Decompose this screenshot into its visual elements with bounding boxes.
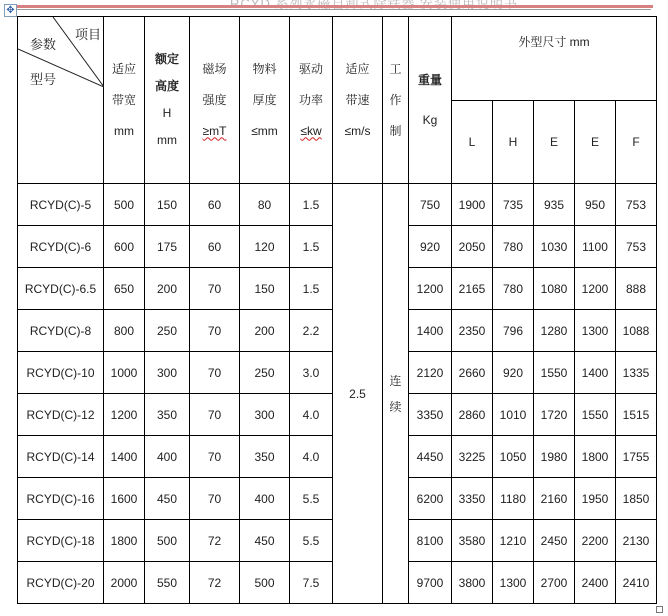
header-dim-E2: E bbox=[575, 101, 616, 184]
cell-field: 70 bbox=[190, 310, 240, 352]
cell-height: 175 bbox=[145, 226, 190, 268]
cell-belt: 1600 bbox=[104, 478, 145, 520]
cell-model: RCYD(C)-20 bbox=[18, 562, 104, 604]
cell-weight: 3350 bbox=[409, 394, 452, 436]
cell-dim-H: 780 bbox=[493, 268, 534, 310]
cell-dim-H: 1010 bbox=[493, 394, 534, 436]
cell-dim-E2: 1200 bbox=[575, 268, 616, 310]
cell-dim-E1: 1550 bbox=[534, 352, 575, 394]
cell-dim-E1: 1280 bbox=[534, 310, 575, 352]
cell-dim-L: 1900 bbox=[452, 184, 493, 226]
cell-dim-L: 3800 bbox=[452, 562, 493, 604]
cell-model: RCYD(C)-5 bbox=[18, 184, 104, 226]
cell-dim-L: 2860 bbox=[452, 394, 493, 436]
header-rule-red bbox=[17, 5, 653, 8]
cell-dim-E2: 1100 bbox=[575, 226, 616, 268]
cell-dim-F: 2130 bbox=[616, 520, 657, 562]
cell-thickness: 500 bbox=[240, 562, 290, 604]
corner-header-cell bbox=[18, 17, 104, 184]
cell-dim-F: 1755 bbox=[616, 436, 657, 478]
cell-belt-speed-merged: 2.5 bbox=[333, 184, 383, 604]
cell-thickness: 80 bbox=[240, 184, 290, 226]
header-dim-H: H bbox=[493, 101, 534, 184]
corner-label-model: 型号 bbox=[30, 72, 57, 87]
cell-dim-L: 2660 bbox=[452, 352, 493, 394]
cell-dim-L: 2050 bbox=[452, 226, 493, 268]
cell-dim-E2: 1300 bbox=[575, 310, 616, 352]
header-belt-speed: 适应 带速 ≤m/s bbox=[333, 17, 383, 184]
cell-model: RCYD(C)-16 bbox=[18, 478, 104, 520]
cell-field: 70 bbox=[190, 394, 240, 436]
cell-model: RCYD(C)-6.5 bbox=[18, 268, 104, 310]
spec-table bbox=[17, 16, 657, 604]
cell-height: 450 bbox=[145, 478, 190, 520]
cell-dim-F: 753 bbox=[616, 184, 657, 226]
cell-height: 150 bbox=[145, 184, 190, 226]
cell-weight: 8100 bbox=[409, 520, 452, 562]
cell-dim-E2: 2200 bbox=[575, 520, 616, 562]
cell-power: 1.5 bbox=[290, 184, 333, 226]
cell-belt: 500 bbox=[104, 184, 145, 226]
cell-weight: 920 bbox=[409, 226, 452, 268]
cell-weight: 4450 bbox=[409, 436, 452, 478]
cell-height: 550 bbox=[145, 562, 190, 604]
cell-height: 300 bbox=[145, 352, 190, 394]
cell-dim-E2: 1950 bbox=[575, 478, 616, 520]
cell-dim-E2: 2400 bbox=[575, 562, 616, 604]
cell-belt: 800 bbox=[104, 310, 145, 352]
cell-weight: 1400 bbox=[409, 310, 452, 352]
cell-weight: 6200 bbox=[409, 478, 452, 520]
cell-height: 200 bbox=[145, 268, 190, 310]
cell-belt: 1000 bbox=[104, 352, 145, 394]
cell-dim-H: 1210 bbox=[493, 520, 534, 562]
cell-dim-E1: 1720 bbox=[534, 394, 575, 436]
cell-dim-L: 3225 bbox=[452, 436, 493, 478]
cell-dim-H: 1300 bbox=[493, 562, 534, 604]
cell-field: 72 bbox=[190, 520, 240, 562]
cell-field: 60 bbox=[190, 226, 240, 268]
cell-dim-F: 1088 bbox=[616, 310, 657, 352]
cell-dim-E2: 1400 bbox=[575, 352, 616, 394]
corner-label-item: 项目 bbox=[75, 27, 102, 42]
cell-power: 7.5 bbox=[290, 562, 333, 604]
cell-power: 1.5 bbox=[290, 226, 333, 268]
cell-dim-E1: 2450 bbox=[534, 520, 575, 562]
header-dim-E1: E bbox=[534, 101, 575, 184]
cell-dim-H: 735 bbox=[493, 184, 534, 226]
cell-belt: 1200 bbox=[104, 394, 145, 436]
cell-dim-L: 3350 bbox=[452, 478, 493, 520]
cell-height: 400 bbox=[145, 436, 190, 478]
cell-dim-F: 888 bbox=[616, 268, 657, 310]
header-dim-L: L bbox=[452, 101, 493, 184]
cell-belt: 1400 bbox=[104, 436, 145, 478]
cell-model: RCYD(C)-12 bbox=[18, 394, 104, 436]
header-rated-height: 额定 高度 H mm bbox=[145, 17, 190, 184]
corner-label-param: 参数 bbox=[30, 37, 57, 52]
cell-thickness: 150 bbox=[240, 268, 290, 310]
header-drive-power: 驱动 功率 ≤kw bbox=[290, 17, 333, 184]
table-row bbox=[18, 184, 657, 226]
cell-dim-H: 1050 bbox=[493, 436, 534, 478]
cell-model: RCYD(C)-14 bbox=[18, 436, 104, 478]
cell-dim-E1: 1080 bbox=[534, 268, 575, 310]
cell-dim-F: 2410 bbox=[616, 562, 657, 604]
cell-belt: 1800 bbox=[104, 520, 145, 562]
cell-dim-H: 920 bbox=[493, 352, 534, 394]
cell-power: 4.0 bbox=[290, 436, 333, 478]
cell-belt: 2000 bbox=[104, 562, 145, 604]
cell-dim-H: 780 bbox=[493, 226, 534, 268]
cell-weight: 9700 bbox=[409, 562, 452, 604]
cell-thickness: 120 bbox=[240, 226, 290, 268]
cell-dim-E1: 1980 bbox=[534, 436, 575, 478]
cell-height: 500 bbox=[145, 520, 190, 562]
cell-dim-E1: 2700 bbox=[534, 562, 575, 604]
cell-dim-F: 1850 bbox=[616, 478, 657, 520]
cell-height: 250 bbox=[145, 310, 190, 352]
cell-thickness: 200 bbox=[240, 310, 290, 352]
cell-dim-E1: 935 bbox=[534, 184, 575, 226]
cell-dim-E2: 1800 bbox=[575, 436, 616, 478]
cell-power: 1.5 bbox=[290, 268, 333, 310]
cell-dim-H: 796 bbox=[493, 310, 534, 352]
cell-field: 72 bbox=[190, 562, 240, 604]
header-dimensions-group: 外型尺寸 mm bbox=[452, 17, 657, 101]
cell-model: RCYD(C)-18 bbox=[18, 520, 104, 562]
cell-thickness: 300 bbox=[240, 394, 290, 436]
cell-weight: 750 bbox=[409, 184, 452, 226]
cell-dim-L: 2165 bbox=[452, 268, 493, 310]
cell-weight: 2120 bbox=[409, 352, 452, 394]
cell-model: RCYD(C)-8 bbox=[18, 310, 104, 352]
header-duty: 工 作 制 bbox=[383, 17, 409, 184]
cell-field: 70 bbox=[190, 436, 240, 478]
cell-thickness: 350 bbox=[240, 436, 290, 478]
cell-dim-F: 1515 bbox=[616, 394, 657, 436]
cell-power: 4.0 bbox=[290, 394, 333, 436]
cell-weight: 1200 bbox=[409, 268, 452, 310]
cell-thickness: 400 bbox=[240, 478, 290, 520]
cell-power: 3.0 bbox=[290, 352, 333, 394]
cell-belt: 600 bbox=[104, 226, 145, 268]
cell-power: 5.5 bbox=[290, 478, 333, 520]
table-resize-handle-icon[interactable] bbox=[656, 606, 663, 613]
cell-model: RCYD(C)-10 bbox=[18, 352, 104, 394]
cell-field: 70 bbox=[190, 478, 240, 520]
cell-dim-H: 1180 bbox=[493, 478, 534, 520]
header-dim-F: F bbox=[616, 101, 657, 184]
header-material-thickness: 物料 厚度 ≤mm bbox=[240, 17, 290, 184]
cell-belt: 650 bbox=[104, 268, 145, 310]
cell-dim-E1: 1030 bbox=[534, 226, 575, 268]
cell-dim-E1: 2160 bbox=[534, 478, 575, 520]
cell-field: 70 bbox=[190, 352, 240, 394]
cell-field: 60 bbox=[190, 184, 240, 226]
cell-field: 70 bbox=[190, 268, 240, 310]
cell-dim-E2: 1550 bbox=[575, 394, 616, 436]
header-weight: 重量 Kg bbox=[409, 17, 452, 184]
cell-thickness: 250 bbox=[240, 352, 290, 394]
cell-dim-F: 1335 bbox=[616, 352, 657, 394]
cell-height: 350 bbox=[145, 394, 190, 436]
cell-dim-L: 3580 bbox=[452, 520, 493, 562]
table-move-handle-icon[interactable]: ✥ bbox=[4, 4, 17, 17]
header-field-strength: 磁场 强度 ≥mT bbox=[190, 17, 240, 184]
cell-duty-merged: 连 续 bbox=[383, 184, 409, 604]
cell-power: 5.5 bbox=[290, 520, 333, 562]
cell-power: 2.2 bbox=[290, 310, 333, 352]
cell-dim-L: 2350 bbox=[452, 310, 493, 352]
header-belt-width: 适应 带宽 mm bbox=[104, 17, 145, 184]
header-rule-gray bbox=[17, 9, 651, 10]
cell-dim-F: 753 bbox=[616, 226, 657, 268]
cell-model: RCYD(C)-6 bbox=[18, 226, 104, 268]
cell-thickness: 450 bbox=[240, 520, 290, 562]
cell-dim-E2: 950 bbox=[575, 184, 616, 226]
